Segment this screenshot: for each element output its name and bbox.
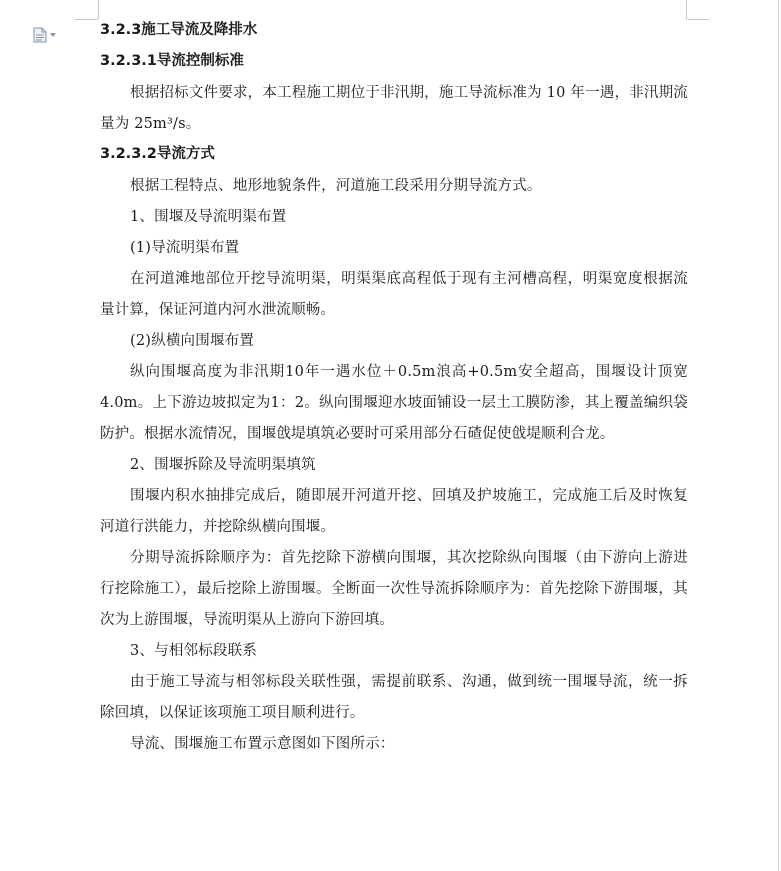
list-item-1-1: (1)导流明渠布置	[130, 240, 240, 256]
heading-3-2-3-1: 3.2.3.1导流控制标准	[100, 53, 244, 69]
heading-3-2-3: 3.2.3施工导流及降排水	[100, 22, 258, 38]
page-edge	[778, 0, 779, 871]
paragraph-method: 根据工程特点、地形地貌条件，河道施工段采用分期导流方式。	[130, 178, 542, 194]
list-item-3: 3、与相邻标段联系	[130, 643, 258, 659]
paragraph-contact: 由于施工导流与相邻标段关联性强，需提前联系、沟通，做到统一围堰导流，统一拆除回填，以保证该项施工项目顺利进行。	[100, 674, 688, 721]
heading-3-2-3-2: 3.2.3.2导流方式	[100, 146, 215, 162]
list-item-1-2: (2)纵横向围堰布置	[130, 333, 255, 349]
caret-down-icon	[50, 33, 56, 37]
page-corner-mark	[74, 19, 98, 20]
paragraph-removal: 围堰内积水抽排完成后，随即展开河道开挖、回填及护坡施工，完成施工后及时恢复河道行洪能力，并挖除纵横向围堰。	[100, 488, 688, 535]
paragraph-figure-caption: 导流、围堰施工布置示意图如下图所示：	[130, 736, 395, 752]
paragraph-cofferdam: 纵向围堰高度为非汛期10年一遇水位＋0.5m浪高+0.5m安全超高，围堰设计顶宽4.0m。上下游边坡拟定为1：2。纵向围堰迎水坡面铺设一层土工膜防渗，其上覆盖编织袋防护。根据水流情况，围堰戗堤填筑必要时可采用部分石碴促使戗堤顺利合龙。	[100, 364, 688, 442]
paragraph-standard: 根据招标文件要求，本工程施工期位于非汛期，施工导流标准为 10 年一遇，非汛期流量为 25m³/s。	[100, 85, 688, 132]
paragraph-sequence: 分期导流拆除顺序为：首先挖除下游横向围堰，其次挖除纵向围堰（由下游向上游进行挖除施工），最后挖除上游围堰。全断面一次性导流拆除顺序为：首先挖除下游围堰，其次为上游围堰，导流明渠从上游向下游回填。	[100, 550, 688, 628]
page-corner-mark	[687, 19, 709, 20]
page-corner-mark	[98, 0, 99, 19]
list-item-1: 1、围堰及导流明渠布置	[130, 209, 287, 225]
list-item-2: 2、围堰拆除及导流明渠填筑	[130, 457, 316, 473]
document-paste-icon	[33, 27, 47, 43]
paragraph-channel: 在河道滩地部位开挖导流明渠，明渠渠底高程低于现有主河槽高程，明渠宽度根据流量计算，保证河道内河水泄流顺畅。	[100, 271, 688, 318]
paste-options-button[interactable]	[33, 27, 59, 43]
document-body	[100, 16, 688, 760]
